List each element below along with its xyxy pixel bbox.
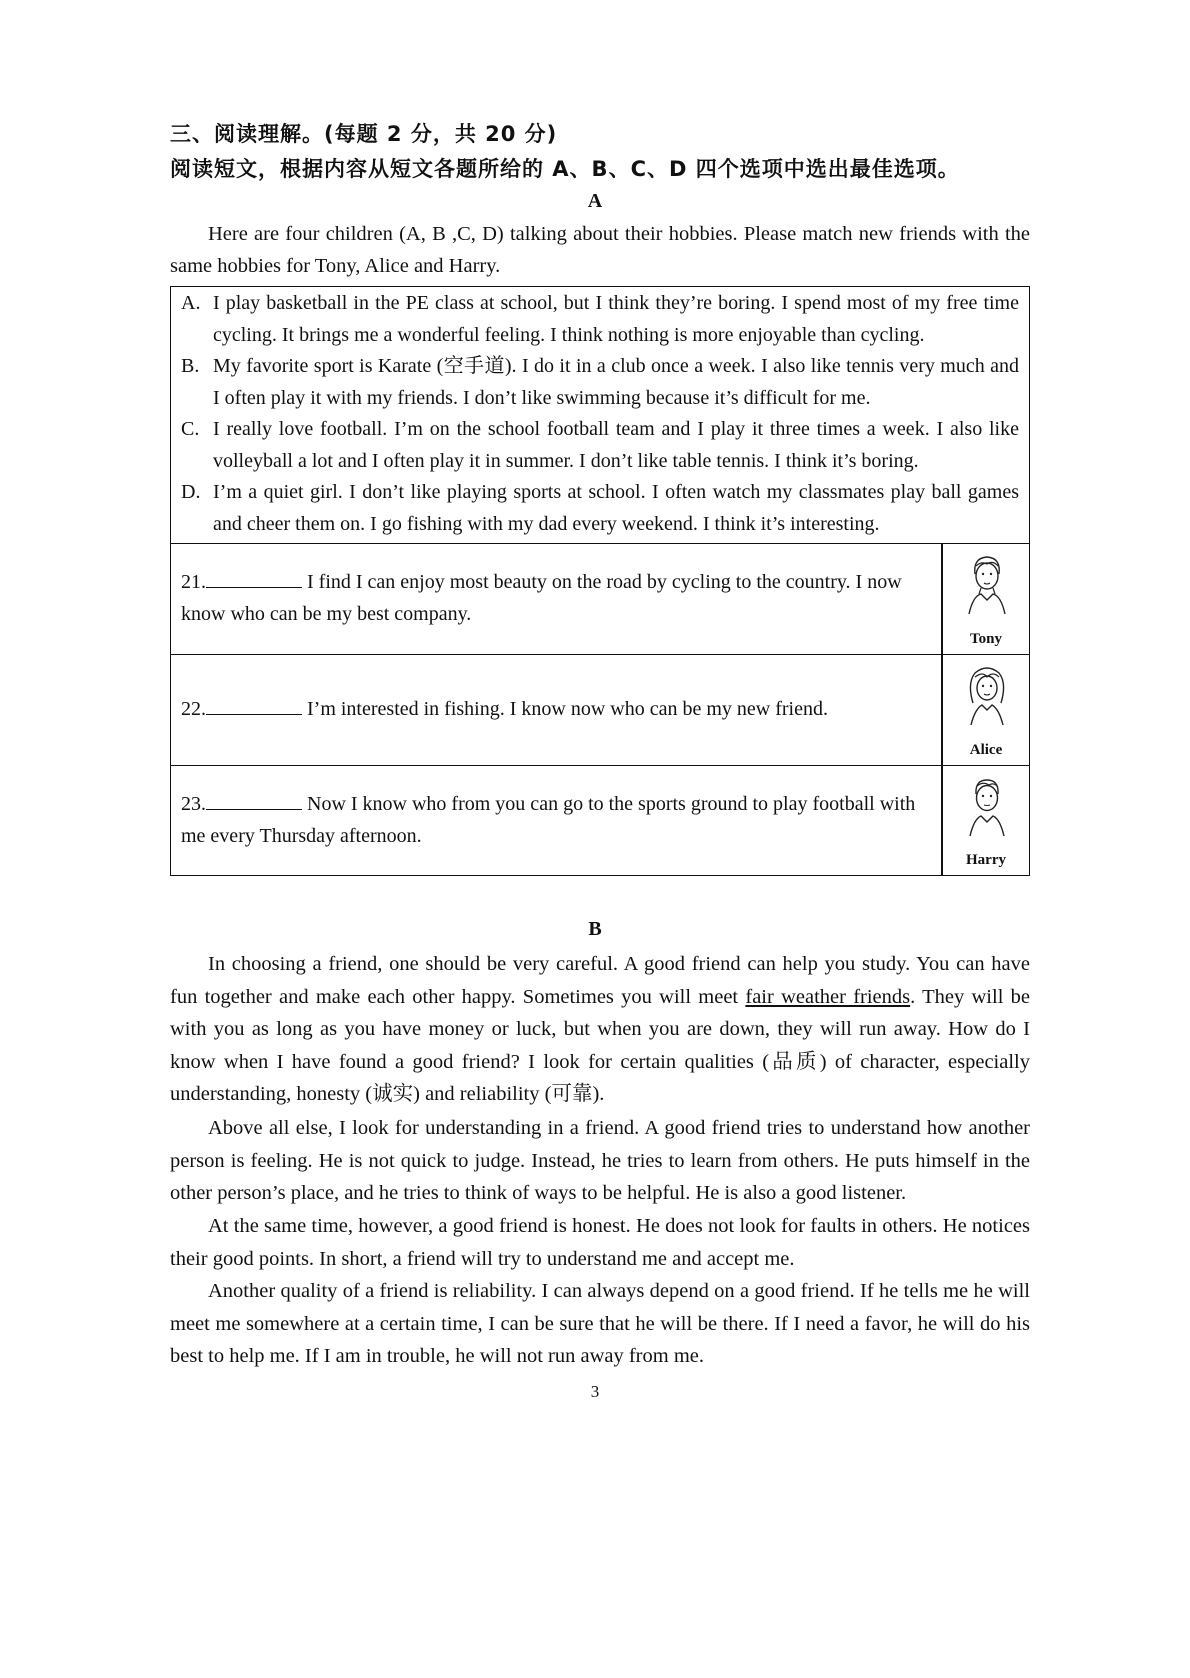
passage-b-paragraph-1 xyxy=(170,948,1030,1111)
option-text: I’m a quiet girl. I don’t like playing sports at school. I often watch my classmates play ball games and cheer them on. I go fishing with my dad every weekend. I think it’s interesting. xyxy=(213,481,1019,535)
passage-b-heading: B xyxy=(588,918,602,940)
person-name: Tony xyxy=(970,631,1002,647)
paragraph-text: . They will be with you as long as you have money or luck, but when you are down, they will run away. How do I know when I have found a good friend? I look for certain qualities (品质) of character, especially understanding, honesty (诚实) and reliability (可靠). xyxy=(170,985,1030,1105)
question-text xyxy=(181,566,931,630)
portrait-alice xyxy=(943,655,1029,765)
option-label: B. xyxy=(181,355,200,377)
passage-b-paragraph-2: Above all else, I look for understanding in a friend. A good friend tries to understand how another person is feeling. He is not quick to judge. Instead, he tries to learn from others. He puts himself in the other person’s place, and he tries to think of ways to be helpful. He is also a good listener. xyxy=(170,1117,1030,1204)
answer-blank[interactable] xyxy=(206,791,302,810)
question-body: I find I can enjoy most beauty on the road by cycling to the country. I now know who can be my best company. xyxy=(181,571,902,625)
option-label: D. xyxy=(181,481,201,503)
option-text: I really love football. I’m on the school football team and I play it three times a week. I also like volleyball a lot and I often play it in summer. I don’t like table tennis. I think it’s boring. xyxy=(213,418,1019,472)
boy-portrait-icon xyxy=(965,552,1009,618)
answer-blank[interactable] xyxy=(206,696,302,715)
question-row-22 xyxy=(171,655,1029,766)
question-row-23 xyxy=(171,766,1029,875)
option-text: I play basketball in the PE class at school, but I think they’re boring. I spend most of my free time cycling. It brings me a wonderful feeling. I think nothing is more enjoyable than cycling. xyxy=(213,292,1019,346)
passage-b-paragraph-3: At the same time, however, a good friend is honest. He does not look for faults in others. He notices their good points. In short, a friend will try to understand me and accept me. xyxy=(170,1215,1030,1270)
option-b xyxy=(181,350,1019,414)
section-instruction: 阅读短文，根据内容从短文各题所给的 A、B、C、D 四个选项中选出最佳选项。 xyxy=(170,157,960,181)
page-number: 3 xyxy=(590,1382,600,1401)
underlined-phrase: fair weather friends xyxy=(745,985,911,1008)
question-number: 23. xyxy=(181,793,206,815)
section-title: 三、阅读理解。(每题 2 分，共 20 分) xyxy=(170,122,558,146)
question-row-21 xyxy=(171,544,1029,655)
passage-a-intro: Here are four children (A, B ,C, D) talking about their hobbies. Please match new friends with the same hobbies for Tony, Alice and Harry. xyxy=(170,223,1030,277)
question-text xyxy=(181,788,931,852)
options-box xyxy=(170,286,1030,544)
question-text xyxy=(181,693,931,725)
question-body: Now I know who from you can go to the sports ground to play football with me every Thursday afternoon. xyxy=(181,793,916,847)
option-d xyxy=(181,476,1019,540)
paragraph-text: In choosing a friend, one should be very careful. A good friend can help you study. You can have fun together and make each other happy. Sometimes you will meet xyxy=(170,953,1030,1008)
question-number: 22. xyxy=(181,698,206,720)
passage-b-paragraph-4: Another quality of a friend is reliability. I can always depend on a good friend. If he tells me he will meet me somewhere at a certain time, I can be sure that he will be there. If I need a favor, he will do his best to help me. If I am in trouble, he will not run away from me. xyxy=(170,1280,1030,1367)
option-label: A. xyxy=(181,292,201,314)
questions-table xyxy=(170,543,1030,876)
person-name: Alice xyxy=(969,742,1003,758)
option-a xyxy=(181,287,1019,351)
person-name: Harry xyxy=(966,852,1006,868)
answer-blank[interactable] xyxy=(206,569,302,588)
question-number: 21. xyxy=(181,571,206,593)
option-label: C. xyxy=(181,418,200,440)
boy-portrait-icon xyxy=(965,774,1009,840)
passage-a-heading: A xyxy=(587,190,603,212)
question-body: I’m interested in fishing. I know now who can be my new friend. xyxy=(307,698,828,720)
option-text: My favorite sport is Karate (空手道). I do it in a club once a week. I also like tennis very much and I often play it with my friends. I don’t like swimming because it’s difficult for me. xyxy=(213,355,1019,409)
girl-portrait-icon xyxy=(965,663,1009,729)
portrait-tony xyxy=(943,544,1029,654)
portrait-harry xyxy=(943,766,1029,875)
option-c xyxy=(181,413,1019,477)
